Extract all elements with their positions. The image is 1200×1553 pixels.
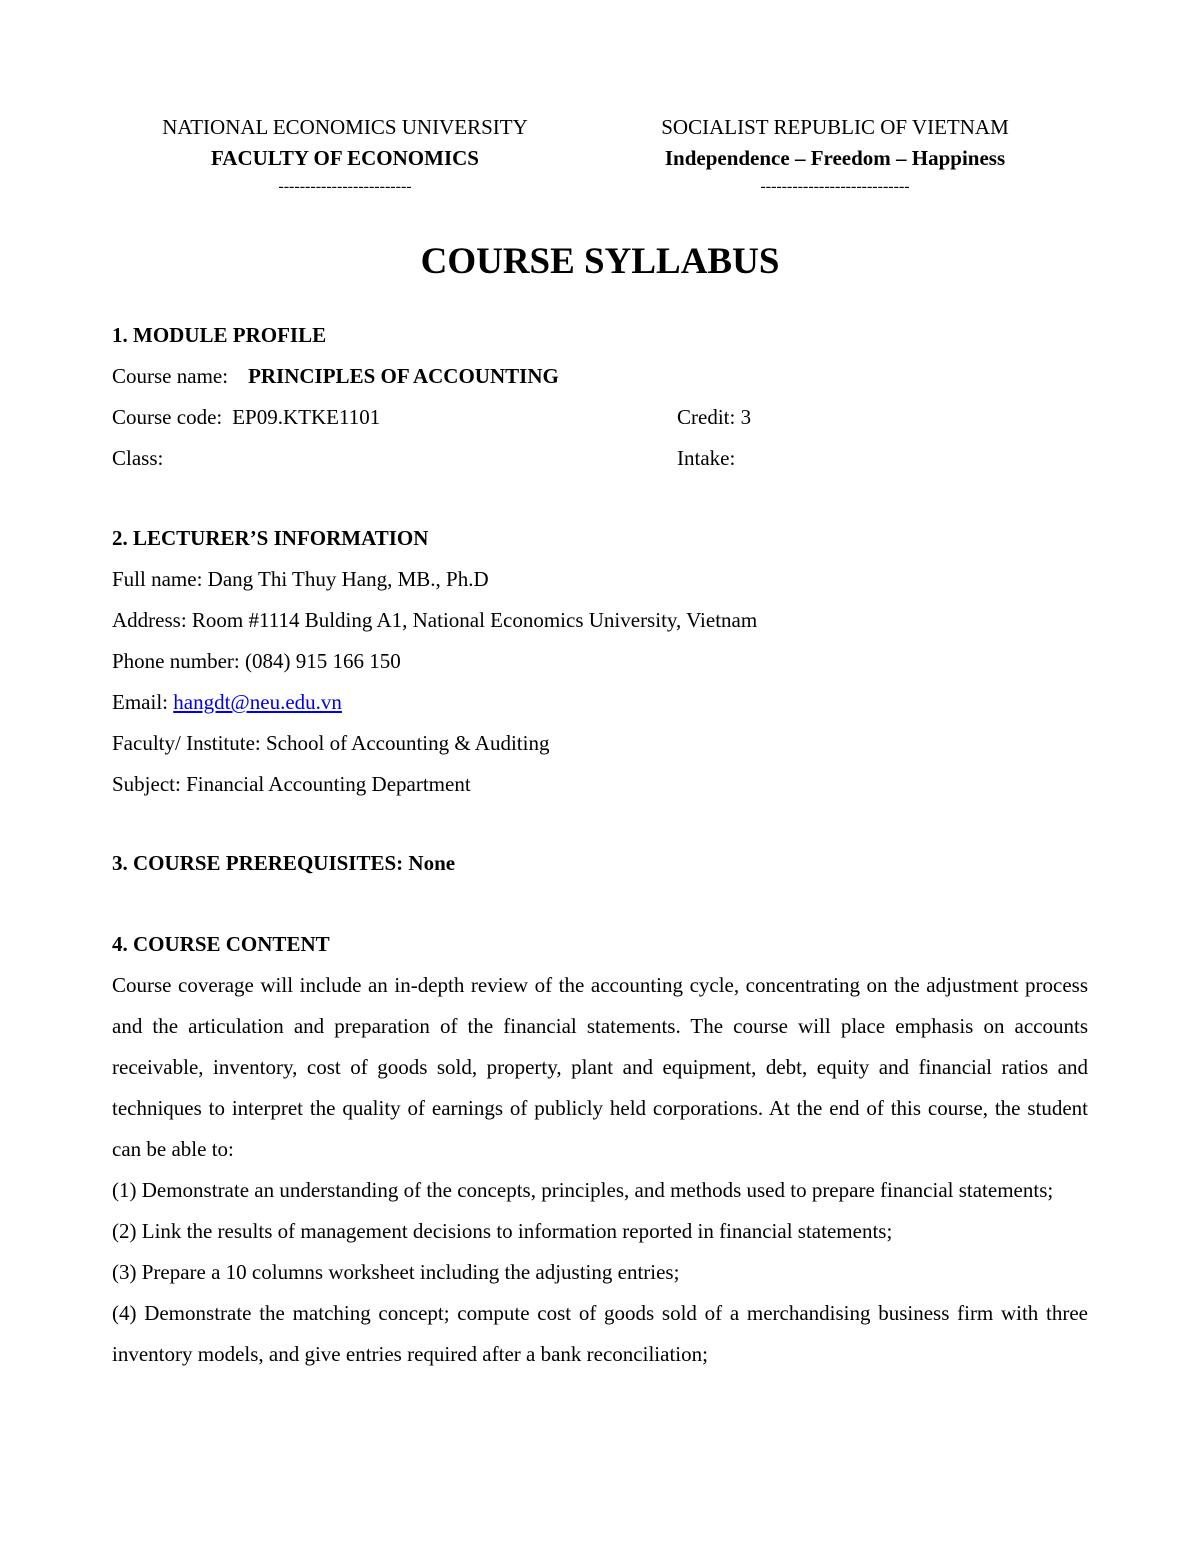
email-label: Email: [112, 690, 174, 714]
course-name-row [112, 361, 559, 391]
intake-label: Intake: [677, 446, 736, 470]
lecturer-email-row [112, 687, 342, 717]
university-name: NATIONAL ECONOMICS UNIVERSITY [162, 115, 528, 139]
class-label: Class: [112, 446, 164, 470]
objective-item: (3) Prepare a 10 columns worksheet including the adjusting entries; [112, 1260, 680, 1284]
course-code-label: Course code: [112, 405, 223, 429]
header-left [125, 112, 565, 200]
objective-item: (1) Demonstrate an understanding of the concepts, principles, and methods used to prepare financial statements; [112, 1178, 1054, 1202]
lecturer-subject: Subject: Financial Accounting Department [112, 772, 471, 796]
course-name-value: PRINCIPLES OF ACCOUNTING [248, 364, 559, 388]
email-link[interactable]: hangdt@neu.edu.vn [173, 690, 342, 714]
lecturer-phone: Phone number: (084) 915 166 150 [112, 649, 401, 673]
credit-field: Credit: 3 [677, 405, 752, 429]
course-name-label: Course name: [112, 364, 229, 388]
national-motto: Independence – Freedom – Happiness [664, 146, 1006, 170]
header-left-divider: ------------------------- [278, 178, 412, 195]
course-code-value: EP09.KTKE1101 [232, 405, 381, 429]
objective-item: (2) Link the results of management decisions to information reported in financial statements; [112, 1219, 893, 1243]
lecturer-address: Address: Room #1114 Bulding A1, National Economics University, Vietnam [112, 608, 758, 632]
section-3-heading: 3. COURSE PREREQUISITES: None [112, 851, 456, 875]
section-1-heading: 1. MODULE PROFILE [112, 323, 327, 347]
objective-item: (4) Demonstrate the matching concept; compute cost of goods sold of a merchandising business firm with three inventory models, and give entries required after a bank reconciliation; [112, 1301, 1088, 1366]
header-right-divider: ---------------------------- [760, 178, 910, 195]
section-2-heading: 2. LECTURER’S INFORMATION [112, 526, 429, 550]
course-content-body [112, 965, 1088, 1375]
lecturer-full-name: Full name: Dang Thi Thuy Hang, MB., Ph.D [112, 567, 489, 591]
course-content-intro: Course coverage will include an in-depth review of the accounting cycle, concentrating on the adjustment process and the articulation and preparation of the financial statements. The course will place emphasis on accounts receivable, inventory, cost of goods sold, property, plant and equipment, debt, equity and financial ratios and techniques to interpret the quality of earnings of publicly held corporations. At the end of this course, the student can be able to: [112, 973, 1088, 1161]
course-code-row [112, 402, 380, 432]
page-title: COURSE SYLLABUS [420, 241, 780, 282]
lecturer-faculty: Faculty/ Institute: School of Accounting & Auditing [112, 731, 550, 755]
header-right [620, 112, 1050, 200]
section-4-heading: 4. COURSE CONTENT [112, 932, 330, 956]
country-name: SOCIALIST REPUBLIC OF VIETNAM [661, 115, 1009, 139]
faculty-name: FACULTY OF ECONOMICS [211, 146, 479, 170]
